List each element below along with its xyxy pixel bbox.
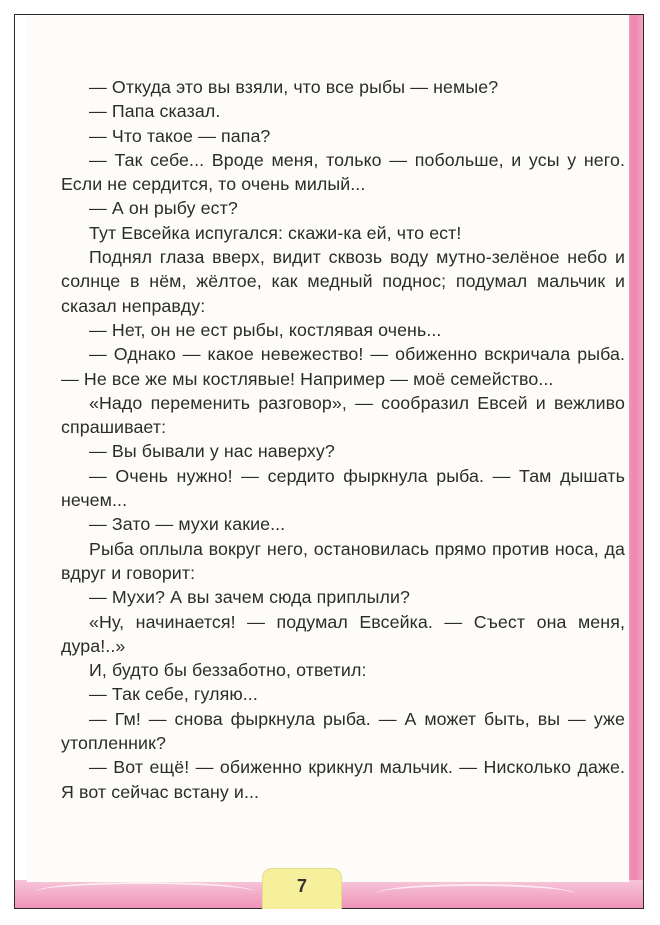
decorative-swirl bbox=[35, 882, 255, 902]
paragraph: — Так себе, гуляю... bbox=[89, 684, 258, 705]
paragraph: Поднял глаза вверх, видит сквозь воду мутно-зелёное небо и солнце в нём, жёлтое, как медный поднос; подумал мальчик и сказал неправду: bbox=[61, 247, 625, 316]
paragraph: — Зато — мухи какие... bbox=[89, 514, 286, 535]
paragraph: — Однако — какое невежество! — обиженно вскричала рыба. — Не все же мы костлявые! Например — моё семейство... bbox=[61, 344, 625, 389]
paragraph: Рыба оплыла вокруг него, остановилась прямо против носа, да вдруг и говорит: bbox=[61, 538, 625, 583]
paragraph: — Вы бывали у нас наверху? bbox=[89, 441, 335, 462]
paragraph: — Папа сказал. bbox=[89, 101, 221, 122]
decorative-swirl bbox=[375, 884, 575, 904]
paragraph: И, будто бы беззаботно, ответил: bbox=[89, 660, 367, 681]
page-number: 7 bbox=[262, 868, 342, 909]
paragraph: «Ну, начинается! — подумал Евсейка. — Съест она меня, дура!..» bbox=[61, 611, 625, 656]
story-text bbox=[61, 75, 625, 804]
paragraph: «Надо переменить разговор», — сообразил Евсей и вежливо спрашивает: bbox=[61, 392, 625, 438]
paragraph: — Так себе... Вроде меня, только — побольше, и усы у него. Если не сердится, то очень милый... bbox=[61, 149, 625, 195]
paragraph: — Гм! — снова фыркнула рыба. — А может быть, вы — уже утопленник? bbox=[61, 708, 625, 754]
paragraph: — Вот ещё! — обиженно крикнул мальчик. — Нисколько даже. Я вот сейчас встану и... bbox=[61, 757, 625, 802]
paragraph: — Очень нужно! — сердито фыркнула рыба. — Там дышать нечем... bbox=[61, 465, 625, 511]
paragraph: — Нет, он не ест рыбы, костлявая очень... bbox=[89, 319, 442, 340]
paragraph: Тут Евсейка испугался: скажи-ка ей, что ест! bbox=[89, 222, 462, 243]
paragraph: — Мухи? А вы зачем сюда приплыли? bbox=[89, 587, 410, 608]
paragraph: — А он рыбу ест? bbox=[89, 198, 238, 219]
paragraph: — Откуда это вы взяли, что все рыбы — немые? bbox=[89, 77, 499, 97]
paragraph: — Что такое — папа? bbox=[89, 125, 271, 146]
book-page bbox=[27, 15, 629, 882]
page-frame bbox=[14, 14, 644, 909]
